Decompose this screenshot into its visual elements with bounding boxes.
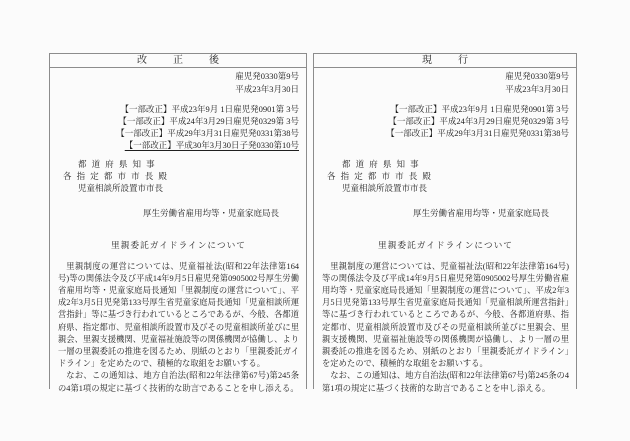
addressee-block [63,158,299,195]
addressee-line: 児童相談所設置市市長 [342,183,428,194]
current-column [313,53,577,393]
amendment-line: 【一部改正】平成29年3月31日雇児発0331第38号 [116,128,299,139]
sender-line: 厚生労働省雇用均等・児童家庭局長 [412,207,549,218]
doc-number: 雇児発0330第9号 [505,71,569,81]
current-column-body [313,68,577,393]
addressee-line: 児童相談所設置市市長 [78,183,164,194]
addressee-line: 都 道 府 県 知 事 [342,159,421,169]
body-paragraph-1: 里親制度の運営については、児童福祉法(昭和22年法律第164号)等の関係法令及び平成14年9月5日雇児発第0905002号厚生労働省雇用均等・児童家庭局長通知「里親制度の運営について」、平成2年3月5日児発第133号厚生省児童家庭局長通知「児童相談所運営指針」等に基づき行われているところであるが、今般、各都道府県、指定都市、児童相談所設置市及びその児童相談所並びに里親会、里親支援機関、児童福祉施設等の関係機関が協働し、より一層の里親委託の推進を図るため、別紙のとおり「里親委託ガイドライン」を定めたので、積極的な取組をお願いする。 [58,261,299,369]
revised-column-body [49,68,307,393]
revised-column-header: 改 正 後 [49,53,307,68]
amendment-line: 【一部改正】平成24年3月29日雇児発0329第 3号 [118,116,299,127]
doc-date: 平成23年3月30日 [505,83,569,94]
addressee-line: 各 指 定 都 市 市 長 殿 [327,171,433,182]
body-paragraph-1: 里親制度の運営については、児童福祉法(昭和22年法律第164号)等の関係法令及び平成14年9月5日雇児発第0905002号厚生労働省雇用均等・児童家庭局長通知「里親制度の運営について」、平成2年3月5日児発第133号厚生省児童家庭局長通知「児童相談所運営指針」等に基づき行われているところであるが、今般、各都道府県、指定都市、児童相談所設置市及びその児童相談所並びに里親会、里親支援機関、児童福祉施設等の関係機関が協働し、より一層の里親委託の推進を図るため、別紙のとおり「里親委託ガイドライン」を定めたので、積極的な取組をお願いする。 [322,261,569,369]
doc-date: 平成23年3月30日 [235,83,299,94]
sender-line: 厚生労働省雇用均等・児童家庭局長 [142,207,279,218]
subject-title: 里親委託ガイドラインについて [111,239,246,250]
amendment-line: 【一部改正】平成23年9月 1日雇児発0901第 3号 [120,104,299,114]
amendment-history [322,103,569,152]
body-paragraph-2: なお、この通知は、地方自治法(昭和22年法律第67号)第245条の4第1項の規定に基づく技術的な助言であることを申し添える。 [322,371,569,393]
doc-number: 雇児発0330第9号 [235,71,299,81]
amendment-line: 【一部改正】平成23年9月 1日雇児発0901第 3号 [390,104,569,114]
amendment-history [58,103,299,152]
amendment-line: 【一部改正】平成24年3月29日雇児発0329第 3号 [388,116,569,127]
addressee-line: 各 指 定 都 市 市 長 殿 [63,171,169,182]
subject-title: 里親委託ガイドラインについて [378,239,513,250]
current-column-header: 現 行 [313,53,577,68]
amendment-line: 【一部改正】平成29年3月31日雇児発0331第38号 [386,128,569,139]
addressee-line: 都 道 府 県 知 事 [78,159,157,169]
amendment-line-new: 【一部改正】平成30年3月30日子発0330第10号 [124,140,299,151]
body-paragraph-2: なお、この通知は、地方自治法(昭和22年法律第67号)第245条の4第1項の規定に基づく技術的な助言であることを申し添える。 [58,371,299,393]
addressee-block [327,158,569,195]
revised-column [49,53,307,393]
